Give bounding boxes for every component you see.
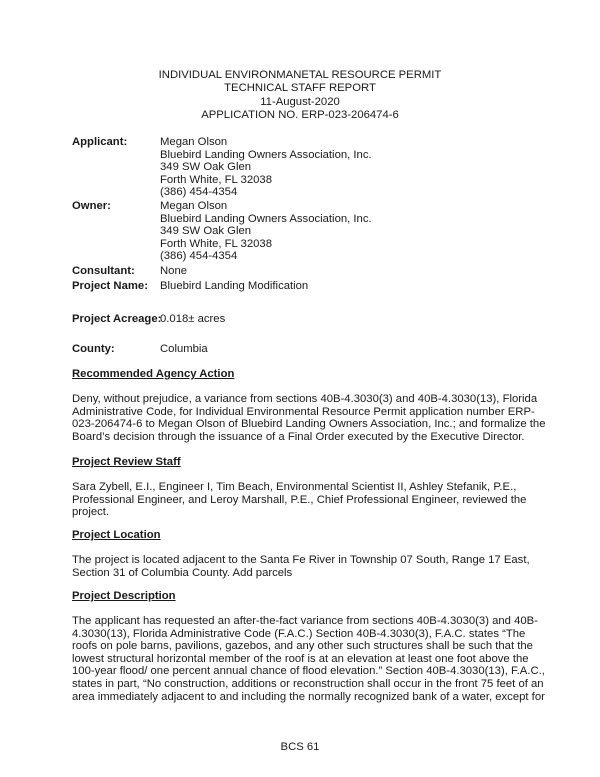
application-number: APPLICATION NO. ERP-023-206474-6 <box>201 109 399 122</box>
applicant-phone: (386) 454-4354 <box>160 186 238 199</box>
owner-organization: Bluebird Landing Owners Association, Inc. <box>160 212 372 225</box>
project-location-heading: Project Location <box>72 529 161 541</box>
applicant-value <box>160 136 372 199</box>
owner-city: Forth White, FL 32038 <box>160 237 272 250</box>
paragraph-line: 100-year flood/ one percent annual chance of flood elevation.” Section 40B-4.3030(13), F.A.C., <box>72 665 545 678</box>
project-name-label: Project Name: <box>72 280 148 292</box>
recommended-action-heading: Recommended Agency Action <box>72 368 235 380</box>
applicant-name: Megan Olson <box>160 136 228 148</box>
owner-label: Owner: <box>72 200 111 212</box>
permit-title: INDIVIDUAL ENVIRONMANETAL RESOURCE PERMIT <box>158 69 442 81</box>
project-location-paragraph <box>72 554 542 579</box>
paragraph-line: roofs on pole barns, pavilions, gazebos, and any other such structures shall be such that the <box>72 640 533 653</box>
project-description-heading: Project Description <box>72 590 176 602</box>
paragraph-line: Sara Zybell, E.I., Engineer I, Tim Beach, Environmental Scientist II, Ashley Stefanik, P.E., <box>72 481 517 493</box>
page-number: BCS 61 <box>280 741 320 753</box>
paragraph-line: states in part, “No construction, additions or reconstruction shall occur in the front 75 feet of an <box>72 677 544 690</box>
paragraph-line: Section 31 of Columbia County. Add parcels <box>72 566 293 579</box>
project-name-value: Bluebird Landing Modification <box>160 280 309 292</box>
paragraph-line: The project is located adjacent to the Santa Fe River in Township 07 South, Range 17 East, <box>72 554 530 566</box>
paragraph-line: Deny, without prejudice, a variance from sections 40B-4.3030(3) and 40B-4.3030(13), Florida <box>72 393 538 405</box>
project-acreage-value: 0.018± acres <box>160 313 226 325</box>
project-acreage-label: Project Acreage: <box>72 313 162 325</box>
owner-street: 349 SW Oak Glen <box>160 225 252 238</box>
consultant-value: None <box>160 265 188 277</box>
recommended-action-paragraph <box>72 393 546 443</box>
owner-value <box>160 200 372 263</box>
report-header <box>0 69 600 123</box>
review-staff-heading: Project Review Staff <box>72 456 181 468</box>
paragraph-line: Board’s decision through the issuance of a Final Order executed by the Executive Director. <box>72 430 525 443</box>
county-value: Columbia <box>160 343 208 355</box>
paragraph-line: 4.3030(13), Florida Administrative Code (F.A.C.) Section 40B-4.3030(3), F.A.C. states “The <box>72 627 526 640</box>
owner-phone: (386) 454-4354 <box>160 250 238 263</box>
owner-name: Megan Olson <box>160 200 228 212</box>
applicant-city: Forth White, FL 32038 <box>160 173 272 186</box>
project-description-paragraph <box>72 615 545 703</box>
paragraph-line: 023-206474-6 to Megan Olson of Bluebird Landing Owners Association, Inc.; and formalize the <box>72 418 546 431</box>
applicant-organization: Bluebird Landing Owners Association, Inc. <box>160 148 372 161</box>
consultant-label: Consultant: <box>72 265 135 277</box>
paragraph-line: Administrative Code, for Individual Environmental Resource Permit application number ERP- <box>72 405 535 418</box>
review-staff-paragraph <box>72 481 542 519</box>
paragraph-line: project. <box>72 506 110 519</box>
paragraph-line: area immediately adjacent to and including the normally recognized bank of a water, except for <box>72 690 545 703</box>
county-label: County: <box>72 343 115 355</box>
applicant-label: Applicant: <box>72 136 128 148</box>
report-date: 11-August-2020 <box>260 95 340 108</box>
report-type: TECHNICAL STAFF REPORT <box>224 82 376 95</box>
applicant-street: 349 SW Oak Glen <box>160 161 252 174</box>
paragraph-line: The applicant has requested an after-the-fact variance from sections 40B-4.3030(3) and 40B- <box>72 615 538 627</box>
paragraph-line: Professional Engineer, and Leroy Marshall, P.E., Chief Professional Engineer, reviewed the <box>72 493 527 506</box>
paragraph-line: lowest structural horizontal member of the roof is at an elevation at least one foot above the <box>72 652 529 665</box>
